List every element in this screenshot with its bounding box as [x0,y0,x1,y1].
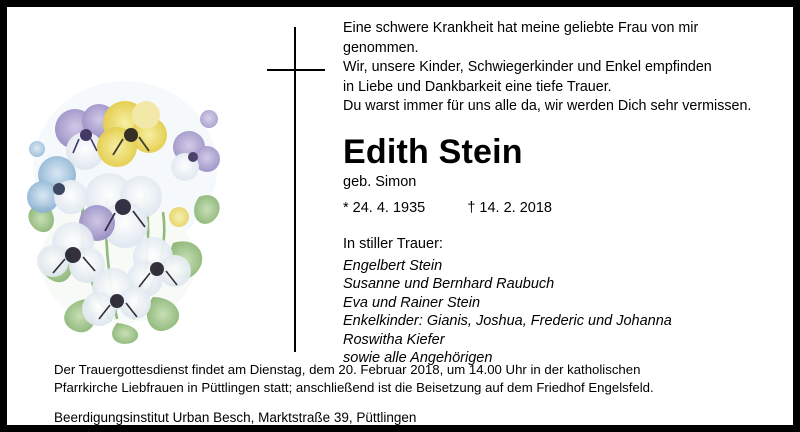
maiden-name: geb. Simon [343,173,417,190]
intro-line: Wir, unsere Kinder, Schwiegerkinder und Enkel empfinden [343,59,712,75]
service-line: Pfarrkirche Liebfrauen in Püttlingen statt; anschließend ist die Beisetzung auf dem Friedhof Engelsfeld. [54,379,654,395]
funeral-home-info: Beerdigungsinstitut Urban Besch, Marktstraße 39, Püttlingen [54,410,417,425]
life-dates [343,200,791,216]
list-item: Roswitha Kiefer [343,331,445,348]
list-item: Eva und Rainer Stein [343,294,481,311]
intro-line: Du warst immer für uns alle da, wir werden Dich sehr vermissen. [343,98,752,114]
deceased-name: Edith Stein [343,132,523,171]
obituary-inner [7,7,793,425]
list-item: sowie alle Angehörigen [343,350,493,367]
birth-date: * 24. 4. 1935 [343,199,426,216]
mourners-title: In stiller Trauer: [343,235,443,252]
intro-line: in Liebe und Dankbarkeit eine tiefe Trauer. [343,78,612,95]
intro-text [343,19,791,117]
list-item: Enkelkinder: Gianis, Joshua, Frederic und Johanna [343,313,672,330]
obituary-text-column [343,19,791,368]
cross-horizontal-bar [267,69,325,71]
intro-line: genommen. [343,39,419,56]
cross-vertical-bar [294,27,296,352]
pansy-bouquet-illustration [13,47,248,347]
obituary-footer [54,361,777,425]
intro-line: Eine schwere Krankheit hat meine geliebte Frau von mir [343,20,699,36]
list-item: Engelbert Stein [343,257,443,274]
mourners-list [343,257,791,369]
service-details [54,361,777,396]
list-item: Susanne und Bernhard Raubuch [343,276,555,293]
death-date: † 14. 2. 2018 [467,199,552,216]
service-line: Der Trauergottesdienst findet am Dienstag, dem 20. Februar 2018, um 14.00 Uhr in der katholischen [54,362,641,377]
